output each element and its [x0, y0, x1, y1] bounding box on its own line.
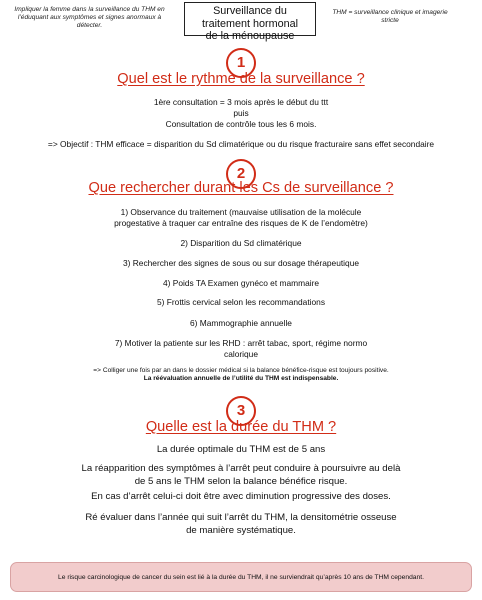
section2-item-1: [0, 207, 482, 229]
section1-line-1: 1ère consultation = 3 mois après le début du ttt: [153, 97, 329, 107]
section-heading-1: Quel est le rythme de la surveillance ?: [117, 71, 365, 87]
section-number-2: 2: [226, 159, 256, 189]
section3-paragraph-4-line-2: de manière systématique.: [186, 524, 296, 536]
section2-item-2: 2) Disparition du Sd climatérique: [180, 238, 302, 248]
section-heading-2: Que rechercher durant les Cs de surveillance ?: [88, 180, 394, 196]
section3-paragraph-3: En cas d’arrêt celui-ci doit être avec diminution progressive des doses.: [91, 491, 391, 502]
section1-body: [0, 97, 482, 130]
header-note-left: Impliquer la femme dans la surveillance du THM en l’éduquant aux symptômes et signes anormaux à détecter.: [14, 6, 165, 29]
section2-item-4: 4) Poids TA Examen gynéco et mammaire: [162, 278, 320, 288]
section2-note: [0, 367, 482, 384]
section2-item-3: 3) Rechercher des signes de sous ou sur dosage thérapeutique: [122, 258, 360, 268]
header-note-right: THM = surveillance clinique et imagerie stricte: [332, 9, 448, 24]
section-number-1: 1: [226, 48, 256, 78]
section2-note-line-2: La réévaluation annuelle de l’utilité du THM est indispensable.: [143, 375, 339, 383]
section3-paragraph-4-line-1: Ré évaluer dans l’année qui suit l’arrêt du THM, la densitométrie osseuse: [85, 512, 397, 523]
title-line-2: traitement hormonal: [201, 17, 299, 30]
page-title: [184, 2, 316, 42]
section-heading-3: Quelle est la durée du THM ?: [145, 419, 337, 435]
section3-paragraph-4: [0, 512, 482, 537]
section3-paragraph-2-line-2: de 5 ans le THM selon la balance bénéfice risque.: [134, 475, 348, 487]
section2-item-6: 6) Mammographie annuelle: [190, 318, 292, 328]
section2-item-1-line-2: progestative à traquer car entraîne des risques de K de l’endomètre): [114, 218, 368, 228]
section1-line-3: Consultation de contrôle tous les 6 mois.: [165, 119, 317, 129]
section2-note-line-1: => Colliger une fois par an dans le dossier médical si la balance bénéfice-risque est toujours positive.: [93, 367, 389, 374]
section3-paragraph-2: [0, 463, 482, 488]
section2-item-7: [0, 338, 482, 360]
section1-line-2: puis: [233, 108, 249, 118]
section2-item-5: 5) Frottis cervical selon les recommandations: [156, 297, 326, 307]
section3-paragraph-1: La durée optimale du THM est de 5 ans: [156, 444, 326, 455]
title-line-3: de la ménoupause: [205, 30, 295, 42]
section2-item-7-line-1: 7) Motiver la patiente sur les RHD : arrêt tabac, sport, régime normo: [114, 338, 368, 348]
title-line-1: Surveillance du: [213, 5, 287, 17]
footer-callout: [10, 562, 472, 592]
section2-item-1-line-1: 1) Observance du traitement (mauvaise utilisation de la molécule: [120, 207, 362, 217]
section-number-3: 3: [226, 396, 256, 426]
footer-text: Le risque carcinologique de cancer du sein est lié à la durée du THM, il ne surviendrait qu’après 10 ans de THM cependant.: [58, 574, 424, 581]
section2-item-7-line-2: calorique: [224, 349, 258, 359]
section3-paragraph-2-line-1: La réapparition des symptômes à l’arrêt peut conduire à poursuivre au delà: [81, 463, 401, 474]
section1-objective: => Objectif : THM efficace = disparition du Sd climatérique ou du risque fracturaire sans effet secondaire: [47, 139, 435, 149]
